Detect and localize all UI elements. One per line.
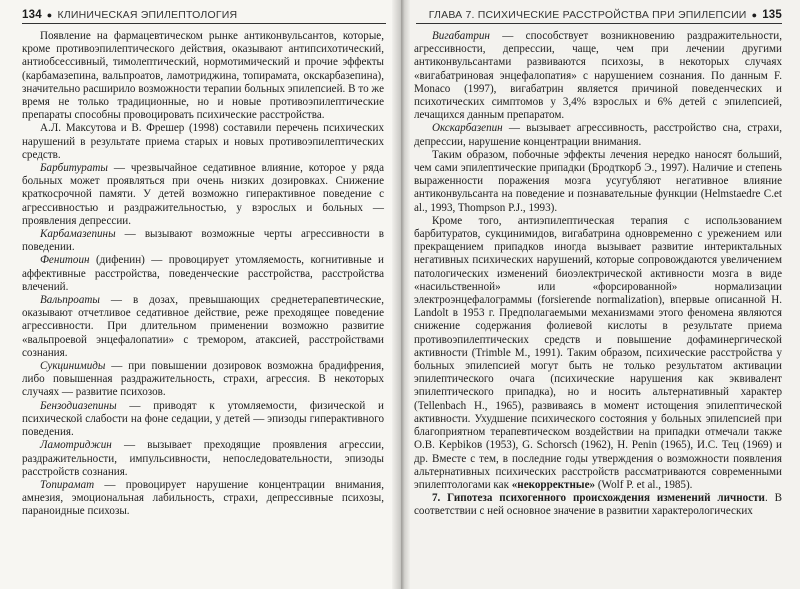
bold-quote: «некорректные» (511, 478, 596, 491)
drug-entry (22, 254, 384, 294)
drug-description: — вызывают возможные черты агрессивности в поведении. (22, 228, 384, 254)
left-page-body (22, 30, 384, 519)
drug-name: Окскарбазепин (432, 122, 503, 135)
drug-entry (22, 479, 384, 519)
drug-entry (22, 439, 384, 479)
paragraph-text: Кроме того, антиэпилептическая терапия с использованием барбитуратов, сукцинимидов, вигабатрина одновременно с урежением или прекращением припадков иногда вызывает развитие интериктальных негативных психических нарушений, которые сопровождаются увеличением патологических изменений биоэлектрической активности мозга в виде «насильственной» или «форсированной» нормализации электроэнцефалограммы (forsierende normalization), впервые описанной H. Landolt в 1953 г. Предполагаемыми механизмами этого феномена являются снижение содержания фолиевой кислоты в результате приема противоэпилептических средств и повышение дофаминергической активности (Trimble M., 1991). Таким образом, психические расстройства у больных эпилепсией могут быть не только результатом активации эпилептического очага (психические нарушения как эквивалент эпилептического припадка), но и носить альтернативный характер (Tellenbach H., 1965), развиваясь в момент истощения эпилептической активности. Ухудшение психического состояния у больных эпилепсией при благоприятном терапевтическом воздействии на припадки отмечали также O.B. Kерbikов (1953), G. Schorsch (1962), H. Penin (1965), И.С. Тец (1969) и др. Вместе с тем, в последние годы утверждения о возможности появления альтернативных психических расстройств рассматриваются современными эпилептологами как (414, 214, 782, 491)
drug-entry (414, 30, 782, 122)
section-title: 7. Гипотеза психогенного происхождения изменений личности (432, 492, 765, 505)
drug-description: (дифенин) — провоцирует утомляемость, когнитивные и аффективные расстройства, поведенческие расстройства, расстройства влечений. (22, 254, 384, 293)
left-page-number: 134 (22, 8, 42, 21)
drug-name: Бензодиазепины (40, 399, 117, 412)
drug-name: Барбитураты (40, 162, 108, 175)
right-page-body (414, 30, 782, 519)
book-gutter (392, 0, 410, 589)
section-paragraph (414, 492, 782, 518)
drug-name: Сукцинимиды (40, 360, 106, 373)
drug-entry (22, 360, 384, 400)
drug-entry (414, 122, 782, 148)
drug-description: — чрезвычайное седативное влияние, которое у ряда больных может проявляться при очень низких дозировках. Снижение краткосрочной памяти. У детей возможно гиперактивное поведение с агрессивностью и раздражительностью, у взрослых и больных — проявления депрессии. (22, 162, 384, 227)
header-bullet: ● (751, 9, 758, 20)
header-bullet: ● (46, 9, 53, 20)
drug-description: — при повышении дозировок возможна брадифрения, либо повышенная раздражительность, страхи, агрессия. В некоторых случаях — развитие психозов. (22, 360, 384, 399)
paragraph: Таким образом, побочные эффекты лечения нередко наносят больший, чем сами эпилептические припадки (Бродткорб Э., 1997). Наличие и степень выраженности поражения мозга усугубляют негативное влияние антиконвульсанта на поведение и познавательные функции (Helmstaedre C.et al., 1993, Thompson P.J., 1993). (414, 148, 782, 214)
drug-entry (22, 400, 384, 440)
drug-name: Карбамазепины (40, 228, 116, 241)
drug-description: — провоцирует нарушение концентрации внимания, амнезия, эмоциональная лабильность, страхи, депрессивные психозы, параноидные психозы. (22, 478, 384, 518)
section-text: . В соответствии с ней основное значение в развитии характерологических (414, 492, 783, 518)
drug-name: Вальпроаты (40, 294, 100, 307)
left-page (0, 0, 398, 589)
drug-description: — способствует возникновению раздражительности, агрессивности, депрессии, чаще, чем при лечении другими антиконвульсантами развиваются психозы, в некоторых случаях «вигабатриновая энцефалопатия» с нарушением сознания. По данным F. Monaco (1997), вигабатрин является причиной поведенческих и психотических симптомов у 3,4% взрослых и 6% детей с эпилепсией, лечащихся данным препаратом. (414, 30, 782, 122)
right-page (402, 0, 800, 589)
drug-entry (22, 162, 384, 228)
drug-description: — приводят к утомляемости, физической и психической слабости на фоне седации, у детей — эпизоды гиперактивного поведения. (22, 399, 384, 439)
drug-name: Фенитоин (40, 254, 90, 267)
left-running-header (22, 6, 386, 24)
drug-name: Вигабатрин (432, 30, 490, 42)
paragraph (414, 215, 782, 492)
right-page-number: 135 (762, 8, 782, 21)
left-running-head: КЛИНИЧЕСКАЯ ЭПИЛЕПТОЛОГИЯ (57, 8, 238, 21)
right-running-head: ГЛАВА 7. ПСИХИЧЕСКИЕ РАССТРОЙСТВА ПРИ ЭПИЛЕПСИИ (428, 8, 747, 21)
drug-description: — в дозах, превышающих среднетерапевтические, оказывают отчетливое седативное действие, реже преходящее поведение агрессивности. При длительном применении возможно развитие «вальпроевой энцефалопатии» с тремором, атаксией, расстройствами сознания. (22, 294, 384, 359)
drug-name: Топирамат (40, 478, 95, 491)
citation-tail: (Wolf P. et al., 1985). (595, 478, 693, 491)
drug-entry (22, 294, 384, 360)
paragraph: Появление на фармацевтическом рынке антиконвульсантов, которые, кроме противоэпилептического действия, оказывают антипсихотический, антиобсессивный, тимолептический, нормотимический и прочие эффекты (карбамазепина, вальпроатов, ламотриджина, топирамата, окскарбазепина), значительно расширило возможности терапии больных эпилепсией. В то же время не только традиционные, но и новые противоэпилептические препараты способны провоцировать психические расстройства. (22, 30, 384, 122)
paragraph: А.Л. Максутова и В. Фрешер (1998) составили перечень психических нарушений в результате приема старых и новых противоэпилептических средств. (22, 122, 384, 161)
drug-description: — вызывает агрессивность, расстройство сна, страхи, депрессии, нарушение концентрации внимания. (414, 122, 782, 148)
right-running-header (416, 6, 782, 24)
drug-description: — вызывает преходящие проявления агрессии, раздражительности, импульсивности, непоследовательности, эпизоды расстройств сознания. (22, 439, 384, 478)
drug-name: Ламотриджин (40, 439, 112, 452)
drug-entry (22, 228, 384, 254)
